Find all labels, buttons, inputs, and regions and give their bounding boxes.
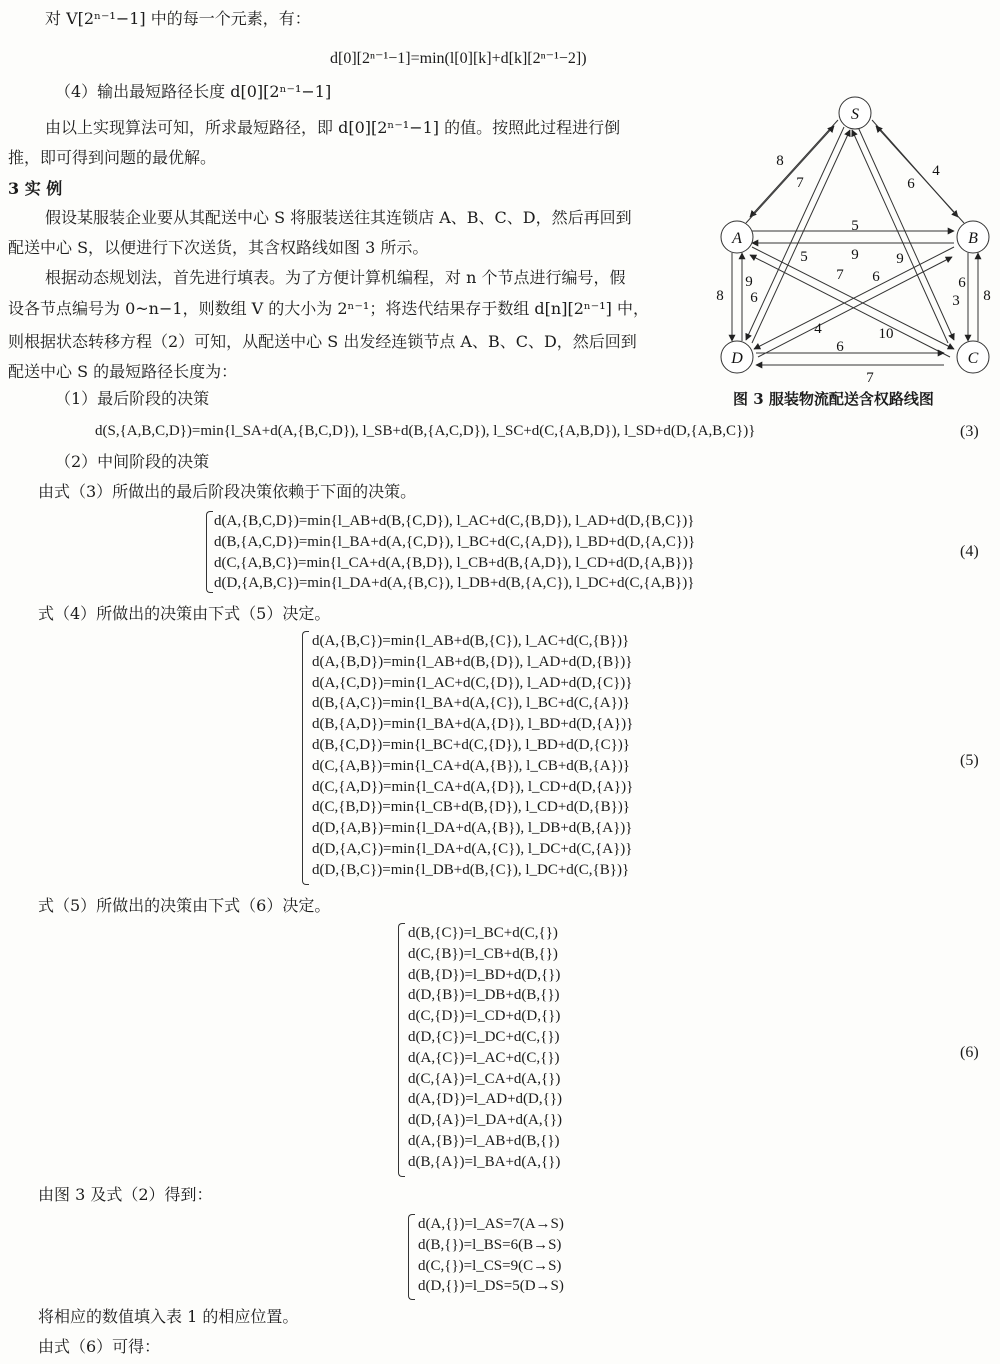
node-label-a: A	[732, 230, 742, 247]
edge-label: 4	[932, 163, 940, 179]
equation-6-line: d(C,{B})=l_CB+d(B,{})	[408, 945, 558, 962]
node-label-c: C	[967, 350, 979, 367]
paragraph-v-elements: 对 V[2ⁿ⁻¹−1] 中的每一个元素，有：	[45, 9, 311, 28]
edge-b-s	[876, 126, 964, 223]
equation-5-line: d(C,{B,D})=min{l_CB+d(B,{D}), l_CD+d(D,{B})}	[312, 799, 630, 816]
edge-label: 6	[958, 275, 966, 291]
edge-d-b	[758, 257, 952, 357]
equation-4	[214, 511, 695, 594]
route-graph-figure	[700, 95, 1000, 415]
equation-4-line: d(C,{A,B,C})=min{l_CA+d(A,{B,D}), l_CB+d(B,{A,D}), l_CD+d(D,{A,B})}	[214, 554, 695, 571]
equation-6-line: d(B,{A})=l_BA+d(A,{})	[408, 1153, 561, 1170]
equation-6-line: d(A,{C})=l_AC+d(C,{})	[408, 1049, 560, 1066]
equation-7-line: d(B,{})=l_BS=6(B→S)	[418, 1236, 562, 1253]
brace-eq4	[206, 511, 213, 593]
equation-6-line: d(D,{C})=l_DC+d(C,{})	[408, 1028, 560, 1045]
edge-label: 7	[866, 370, 874, 386]
node-label-d: D	[731, 350, 743, 367]
edge-label: 5	[851, 218, 859, 234]
stage-2-heading: （2）中间阶段的决策	[55, 452, 210, 471]
equation-6-line: d(A,{B})=l_AB+d(B,{})	[408, 1132, 560, 1149]
paragraph-conclusion-1: 由以上实现算法可知，所求最短路径，即 d[0][2ⁿ⁻¹−1] 的值。按照此过程进行倒	[45, 118, 621, 137]
paragraph-dp-3: 则根据状态转移方程（2）可知，从配送中心 S 出发经连锁节点 A、B、C、D，然后回到	[8, 332, 637, 351]
edge-label: 6	[907, 176, 915, 192]
paragraph-dp-2: 设各节点编号为 0~n−1，则数组 V 的大小为 2ⁿ⁻¹；将迭代结果存于数组 d[n][2ⁿ⁻¹] 中，	[8, 299, 649, 318]
paragraph-conclusion-2: 推，即可得到问题的最优解。	[8, 148, 217, 167]
edge-s-d	[746, 127, 844, 340]
equation-5-line: d(A,{B,D})=min{l_AB+d(B,{D}), l_AD+d(D,{B})}	[312, 653, 633, 670]
equation-4-line: d(B,{A,C,D})=min{l_BA+d(A,{C,D}), l_BC+d(C,{A,D}), l_BD+d(D,{A,C})}	[214, 533, 696, 550]
equation-6-line: d(C,{A})=l_CA+d(A,{})	[408, 1070, 561, 1087]
edge-label: 6	[750, 290, 758, 306]
equation-4-number: (4)	[960, 543, 979, 560]
paragraph-eq5-intro: 式（4）所做出的决策由下式（5）决定。	[38, 604, 331, 623]
node-label-b: B	[968, 230, 978, 247]
equation-5-line: d(D,{A,B})=min{l_DA+d(A,{B}), l_DB+d(B,{A})}	[312, 820, 633, 837]
equation-5-line: d(A,{C,D})=min{l_AC+d(C,{D}), l_AD+d(D,{C})}	[312, 674, 633, 691]
edge-label: 6	[872, 269, 880, 285]
equation-6	[408, 923, 562, 1173]
edge-label: 8	[983, 288, 991, 304]
equation-5-line: d(B,{A,C})=min{l_BA+d(A,{C}), l_BC+d(C,{A})}	[312, 695, 630, 712]
equation-7	[418, 1214, 564, 1297]
equation-5-line: d(B,{C,D})=min{l_BC+d(C,{D}), l_BD+d(D,{C})}	[312, 736, 630, 753]
edge-label: 5	[800, 249, 808, 265]
equation-7-line: d(A,{})=l_AS=7(A→S)	[418, 1216, 564, 1232]
paragraph-eq6-intro: 式（5）所做出的决策由下式（6）决定。	[38, 896, 331, 915]
equation-6-line: d(A,{D})=l_AD+d(D,{})	[408, 1091, 563, 1108]
brace-eq6	[398, 923, 405, 1177]
equation-5-line: d(D,{A,C})=min{l_DA+d(A,{C}), l_DC+d(C,{A})}	[312, 840, 633, 857]
equation-3-number: (3)	[960, 423, 979, 440]
edge-label: 7	[836, 267, 844, 283]
paragraph-from-figure: 由图 3 及式（2）得到：	[38, 1185, 213, 1204]
edge-label: 8	[776, 153, 784, 169]
section-heading: 3 实 例	[8, 179, 63, 198]
stage-1-heading: （1）最后阶段的决策	[55, 389, 210, 408]
edge-label: 9	[745, 274, 753, 290]
equation-5-line: d(A,{B,C})=min{l_AB+d(B,{C}), l_AC+d(C,{B})}	[312, 633, 630, 649]
equation-5-number: (5)	[960, 752, 979, 769]
equation-6-line: d(D,{B})=l_DB+d(B,{})	[408, 987, 560, 1004]
edge-c-a	[750, 255, 950, 357]
equation-5-line: d(D,{B,C})=min{l_DB+d(B,{C}), l_DC+d(C,{B})}	[312, 861, 630, 878]
edge-label: 7	[796, 175, 804, 191]
edge-label: 9	[896, 251, 904, 267]
equation-7-line: d(C,{})=l_CS=9(C→S)	[418, 1257, 562, 1274]
equation-7-line: d(D,{})=l_DS=5(D→S)	[418, 1278, 564, 1295]
edge-label: 3	[952, 293, 960, 309]
equation-6-line: d(C,{D})=l_CD+d(D,{})	[408, 1008, 561, 1025]
edge-label: 6	[836, 339, 844, 355]
paragraph-dp-1: 根据动态规划法，首先进行填表。为了方便计算机编程，对 n 个节点进行编号，假	[45, 268, 626, 287]
paragraph-from-eq6: 由式（6）可得：	[38, 1337, 161, 1356]
equation-5-line: d(C,{A,B})=min{l_CA+d(A,{B}), l_CB+d(B,{A})}	[312, 757, 630, 774]
node-label-s: S	[851, 106, 859, 123]
figure-caption: 图 3 服装物流配送含权路线图	[733, 390, 934, 408]
edge-c-s	[852, 130, 948, 343]
paragraph-depends: 由式（3）所做出的最后阶段决策依赖于下面的决策。	[38, 482, 417, 501]
brace-eq7	[408, 1214, 415, 1300]
edge-label: 9	[851, 247, 859, 263]
paragraph-fill-table: 将相应的数值填入表 1 的相应位置。	[38, 1307, 299, 1326]
paragraph-example-1: 假设某服装企业要从其配送中心 S 将服装送往其连锁店 A、B、C、D，然后再回到	[45, 208, 632, 227]
edge-label: 10	[878, 326, 894, 342]
edge-label: 4	[814, 321, 822, 337]
equation-4-line: d(D,{A,B,C})=min{l_DA+d(A,{B,C}), l_DB+d(B,{A,C}), l_DC+d(C,{A,B})}	[214, 575, 695, 592]
equation-3: d(S,{A,B,C,D})=min{l_SA+d(A,{B,C,D}), l_SB+d(B,{A,C,D}), l_SC+d(C,{A,B,D}), l_SD+d(D,{A,B,C})}	[95, 423, 756, 439]
equation-5	[312, 631, 633, 881]
equation-top: d[0][2ⁿ⁻¹−1]=min(l[0][k]+d[k][2ⁿ⁻¹−2])	[330, 50, 587, 67]
paragraph-dp-4: 配送中心 S 的最短路径长度为：	[8, 362, 238, 381]
brace-eq5	[302, 631, 309, 885]
equation-5-line: d(B,{A,D})=min{l_BA+d(A,{D}), l_BD+d(D,{A})}	[312, 716, 634, 733]
equation-6-line: d(B,{C})=l_BC+d(C,{})	[408, 925, 558, 941]
edge-a-s	[746, 126, 834, 223]
edge-label: 8	[716, 288, 724, 304]
equation-5-line: d(C,{A,D})=min{l_CA+d(A,{D}), l_CD+d(D,{A})}	[312, 778, 634, 795]
equation-6-line: d(D,{A})=l_DA+d(A,{})	[408, 1112, 563, 1129]
paragraph-example-2: 配送中心 S，以便进行下次送货，其含权路线如图 3 所示。	[8, 238, 429, 257]
equation-4-line: d(A,{B,C,D})=min{l_AB+d(B,{C,D}), l_AC+d(C,{B,D}), l_AD+d(D,{B,C})}	[214, 513, 695, 529]
equation-6-number: (6)	[960, 1044, 979, 1061]
equation-6-line: d(B,{D})=l_BD+d(D,{})	[408, 966, 561, 983]
step-4: （4）输出最短路径长度 d[0][2ⁿ⁻¹−1]	[55, 82, 332, 101]
